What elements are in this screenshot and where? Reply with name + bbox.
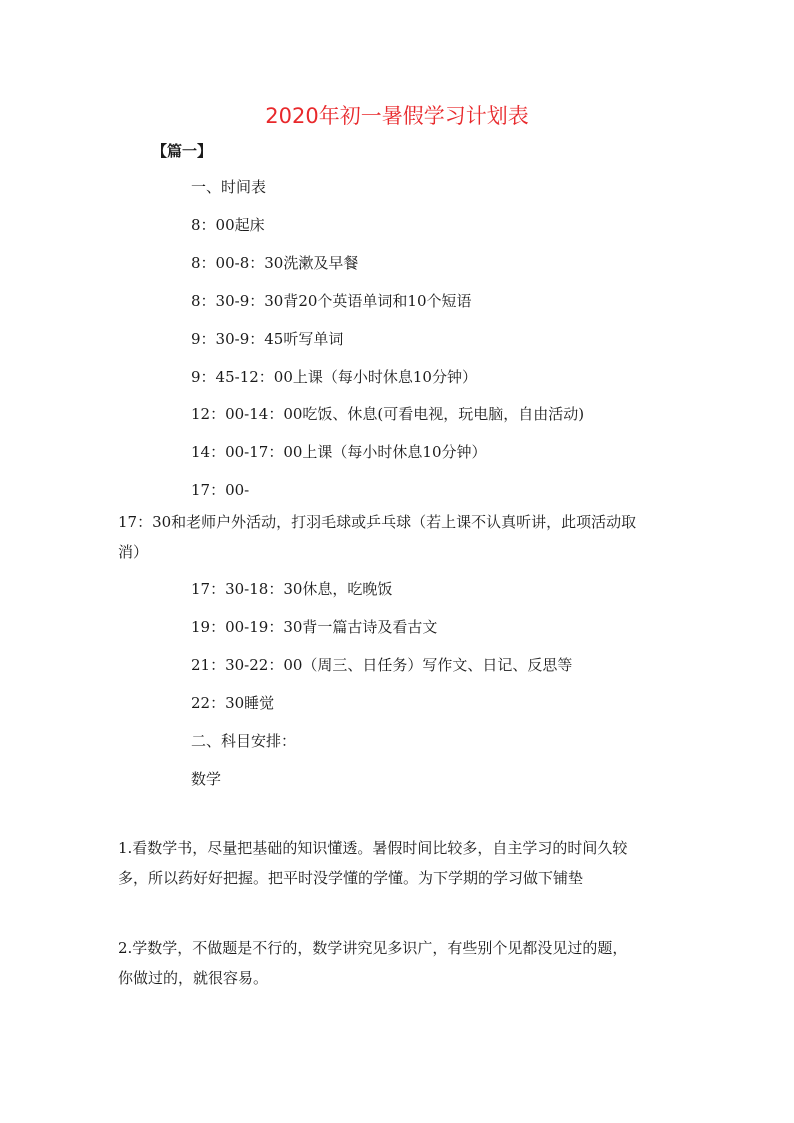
schedule-line: 8：30-9：30背20个英语单词和10个短语 bbox=[191, 292, 472, 310]
section-label: 【篇一】 bbox=[152, 142, 213, 160]
document-title: 2020年初一暑假学习计划表 bbox=[265, 104, 529, 128]
schedule-line: 17：00- bbox=[191, 481, 250, 499]
schedule-line: 8：00-8：30洗漱及早餐 bbox=[191, 254, 359, 272]
paragraph-line: 2.学数学，不做题是不行的，数学讲究见多识广，有些别个见都没见过的题， bbox=[118, 939, 628, 957]
paragraph-line: 你做过的，就很容易。 bbox=[118, 969, 269, 987]
paragraph-line: 1.看数学书，尽量把基础的知识懂透。暑假时间比较多，自主学习的时间久较 bbox=[118, 839, 628, 857]
paragraph-line: 多，所以药好好把握。把平时没学懂的学懂。为下学期的学习做下铺垫 bbox=[118, 869, 584, 887]
schedule-line: 17：30-18：30休息，吃晚饭 bbox=[191, 580, 393, 598]
schedule-wrap-line: 17：30和老师户外活动，打羽毛球或乒乓球（若上课不认真听讲，此项活动取 bbox=[118, 513, 637, 531]
schedule-line: 9：45-12：00上课（每小时休息10分钟） bbox=[191, 368, 477, 386]
schedule-line: 21：30-22：00（周三、日任务）写作文、日记、反思等 bbox=[191, 656, 573, 674]
schedule-line: 12：00-14：00吃饭、休息(可看电视，玩电脑，自由活动) bbox=[191, 405, 585, 423]
subject-math: 数学 bbox=[191, 770, 222, 788]
schedule-line: 22：30睡觉 bbox=[191, 694, 275, 712]
heading-subjects: 二、科目安排： bbox=[191, 732, 297, 750]
heading-schedule: 一、时间表 bbox=[191, 178, 267, 196]
schedule-line: 19：00-19：30背一篇古诗及看古文 bbox=[191, 618, 438, 636]
schedule-line: 14：00-17：00上课（每小时休息10分钟） bbox=[191, 443, 487, 461]
schedule-wrap-line: 消） bbox=[118, 543, 149, 561]
schedule-line: 9：30-9：45听写单词 bbox=[191, 330, 344, 348]
schedule-line: 8：00起床 bbox=[191, 216, 265, 234]
